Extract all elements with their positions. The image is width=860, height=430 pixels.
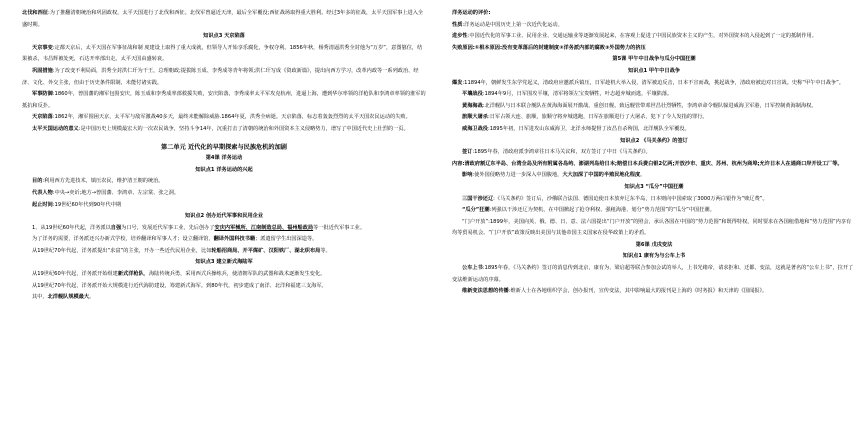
term-label: 黄海海战 [462, 102, 483, 109]
term-label: 公车上书 [462, 265, 483, 272]
term-label: 签订 [462, 149, 473, 156]
pyongyang-line [452, 89, 856, 101]
paragraph-text: :为了推翻清朝统治和巩固政权，太平天国进行了北伐和西征。北伐军曾逼近天津，最后全军覆没;西征战场取得重大胜利。经过3年多的征战，太平天国军事上进入全盛时期。 [22, 10, 424, 28]
knowledge-point-heading: 知识点2 创办近代军事和民用企业 [184, 213, 264, 220]
paragraph-text: :列强以干涉还辽为契机，在中国掀起了抢夺利权、强租海港、划分“势力范围”的“瓜分”中国狂潮。 [489, 207, 715, 214]
term-label: 代表人物 [32, 189, 53, 196]
tianjing-incident-paragraph [22, 43, 426, 66]
emphasis-text: :①根本原因:没有变革落后的封建制度②洋务派内部的腐败③外国势力的挤压 [472, 44, 646, 51]
paragraph-text: ，海陆传统兵勇，采用西式兵操练兵，使清朝军队的武器和战术逐渐发生变化。 [143, 271, 326, 278]
knowledge-point-heading: 知识点2 《马关条约》的签订 [620, 137, 688, 144]
term-label: 军事防御 [32, 91, 53, 98]
lesson-heading: 第4课 洋务运动 [205, 155, 243, 162]
term-label: 天京事变 [32, 44, 53, 51]
period-line [22, 200, 426, 212]
progressiveness-line [452, 31, 856, 43]
paragraph-text: 为口号，发展近代军事工业，先后创办了 [121, 224, 215, 231]
knowledge-point-heading: 知识点3 天京陷落 [203, 33, 245, 40]
emphasis-text: 新式洋枪队 [117, 271, 144, 278]
petition-line [452, 263, 856, 286]
weihaiwei-line [452, 124, 856, 136]
paragraph-text: :1895年春，清政府派李鸿章往日本马关议和，双方签订了中日《马关条约》。 [472, 149, 651, 156]
paragraph-text: :1894年9月，日军围攻平壤，清军将领左宝贵牺牲，叶志超弃城而逃，平壤陷落。 [482, 91, 673, 98]
knowledge-point-heading: 知识点1 洋务运动的兴起 [195, 166, 253, 173]
term-label: 目的 [32, 178, 43, 185]
paragraph-text: 等。 [320, 247, 331, 254]
triple-intervention-line [452, 194, 856, 206]
evaluation-title [452, 8, 856, 20]
partition-line [452, 205, 856, 217]
military-industry-paragraph [22, 223, 426, 235]
term-label: 失败原因 [452, 44, 473, 51]
emphasis-text: 翻译外国科技书籍 [213, 236, 256, 243]
paragraph-text: :1895年春，《马关条约》签订的消息传到北京，康有为、梁启超等联合参加会试的举人，上书光绪帝，请求拒和、迁都、变法，这就是著名的“公车上书”，拉开了变法维新运动的序幕。 [452, 265, 854, 283]
paragraph-text: :洋务运动是中国历史上第一次近代化运动。 [462, 21, 563, 28]
paragraph-text: 从19世纪70年代起，洋务派提出“求富”的主张，开办一些近代民用企业，比如 [32, 247, 212, 254]
paragraph-text: :《马关条约》签订后，沙俄联合法国、德国迫使日本放弃辽东半岛，日本则向中国索取了3000万两白银作为“赎辽费”。 [493, 195, 768, 202]
paragraph-text: ；派遣留学生出国深造等。 [255, 236, 318, 243]
paragraph-text: 从19世纪70年代起，洋务派开始大规模进行近代海防建设，筹建新式海军。到80年代，初步建成了南洋、北洋和福建三支海军。 [32, 282, 327, 289]
paragraph-text: 从19世纪60年代起，洋务派开始组建 [32, 271, 118, 278]
paragraph-text: :11894年，朝鲜发生东学党起义，清政府应邀派兵镇压，日军趁机大举入侵，清军被迫反击，日本不宣而战，挑起战争，清政府被迫对日宣战。史称“甲午中日战争”。 [462, 79, 844, 86]
knowledge-point-heading: 知识点1 康有为与公车上书 [622, 253, 686, 260]
nature-line [452, 20, 856, 32]
purpose-line [22, 176, 426, 188]
tianjing-fall-paragraph [22, 112, 426, 124]
term-label: 旅顺大屠杀 [462, 114, 488, 121]
paragraph-text: :北洋舰队与日本联合舰队在黄海海面展开激战，重创日舰。致远舰管带邓世昌壮烈牺牲，李鸿章命令舰队躲进威海卫军港，日军控制黄海制海权。 [482, 102, 817, 109]
right-column [452, 8, 856, 428]
signing-line [452, 147, 856, 159]
knowledge-point-heading: 知识点1 甲午中日战争 [627, 67, 681, 74]
term-label: 太平天国运动的意义 [32, 125, 79, 132]
paragraph-text: “门户开放”:1899年，美国向英、俄、德、日、意、法六国提出“门户开放”的照会，承认各国在中国的“势力范围”和既得特权，同时要求在各国租借地和“势力范围”内享有均等贸易机会。“门户开放”政策反映出美国与其他帝国主义国家在侵华政策上的矛盾。 [452, 218, 852, 237]
paragraph-text: 其中， [32, 294, 48, 301]
paragraph-text: :1860年，曾国藩的湘军包围安庆，陈玉成和李秀成率部救援失败，安庆陷落，李秀成率太平军攻克杭州，进逼上海，遭到华尔率领的洋枪队和李鸿章率领的淮军的抵抗和反扑。 [22, 91, 426, 109]
influence-line [452, 170, 856, 182]
knowledge-point-heading: 知识点3 建立新式海陆军 [195, 259, 253, 266]
significance-paragraph [22, 124, 426, 136]
paragraph-text: :维新人士在各地组织学会，创办报刊，宣传变法，其中影响最大的报刊是上海的《时务报》和天津的《国闻报》。 [508, 288, 768, 295]
paragraph-text: :是中国历史上规模最宏大的一次农民战争，坚持斗争14年，沉重打击了清朝的统治和外国资本主义侵略势力，谱写了中国近代史上壮烈的一页。 [78, 125, 409, 132]
term-label: 进步性 [452, 33, 468, 40]
paragraph-text: 。 [640, 172, 646, 179]
term-label: 天京陷落 [32, 114, 53, 121]
term-label: 巩固措施 [32, 67, 53, 74]
term-label: 三国干涉还辽 [462, 195, 494, 202]
northern-western-expedition-paragraph [22, 8, 426, 31]
paragraph-text: 1、从19世纪60年代起，洋务派以 [32, 224, 111, 231]
paragraph-text: 等一批近代军事工业。 [313, 224, 366, 231]
lesson-heading: 第5课 甲午中日战争与瓜分中国狂潮 [612, 56, 696, 63]
term-label: 北伐和西征 [22, 10, 48, 16]
paragraph-text: :19世纪60年代到90年代中期 [52, 201, 122, 208]
lushun-line [452, 112, 856, 124]
lesson-heading: 第6课 戊戌变法 [635, 241, 673, 248]
representatives-line [22, 188, 426, 200]
term-label: 爆发 [452, 79, 463, 86]
term-label: 影响 [462, 172, 473, 179]
emphasis-text: 北洋舰队规模最大 [47, 294, 90, 301]
term-label: 起止时间 [32, 201, 53, 208]
army-paragraph [22, 269, 426, 281]
underlined-emphasis-text: 安庆内军械所、江南制造总局、福州船政局 [214, 224, 314, 231]
military-defense-paragraph [22, 89, 426, 112]
paragraph-text: :中央→奕䜣;地方→曾国藩、李鸿章、左宗棠、张之洞。 [52, 189, 180, 196]
term-label: 威海卫战役 [462, 125, 488, 132]
paragraph-text: :为了改变不利局面，洪秀全封洪仁玕为干王，总理朝政;提拔陈玉成、李秀成等青年将领;洪仁玕写成《资政新篇》，提出向西方学习，改革内政等一系列政治、经济、文化、外交主张，但由于历史条件限制，未能付诸实践。 [22, 67, 419, 86]
emphasis-text: 轮船招商局、开平煤矿、汉阳铁厂、湖北织布局 [211, 247, 321, 254]
paragraph-text: :使外国侵略势力进一步深入中国腹地， [472, 172, 563, 179]
emphasis-text: 内容:清政府割辽东半岛、台湾全岛及所有附属各岛屿、澎湖列岛给日本;赔偿日本兵费白银2亿两;开放沙市、重庆、苏州、杭州为商埠;允许日本人在通商口岸开设工厂等。 [452, 160, 843, 167]
yellow-sea-line [452, 101, 856, 113]
left-column [22, 8, 426, 428]
paragraph-text: :中国近代化的军事工业、民用企业、交通运输业等逐渐发展起来，在客观上促进了中国民族资本主义的产生，对外国资本的入侵起到了一定的抵制作用。 [467, 33, 817, 40]
schools-paragraph [22, 234, 426, 246]
term-label: 维新变法思想的传播 [462, 288, 509, 295]
paragraph-text: :1862年，湘军围困天京，太平军与敌军激战40多天，最终未能解除威胁.1864年夏，洪秀全病逝。天京陷落，标志着轰轰烈烈的太平天国农民运动的失败。 [52, 114, 411, 121]
treaty-content-line [452, 159, 856, 171]
term-label: 性质 [452, 21, 463, 28]
open-door-line [452, 217, 856, 240]
paragraph-text: :1895年初，日军进攻山东威海卫，北洋水师提督丁汝昌自杀殉国，北洋舰队全军覆没。 [487, 125, 690, 132]
consolidation-measures-paragraph [22, 66, 426, 89]
outbreak-line [452, 78, 856, 90]
paragraph-text: :定都天京后，太平天国在军事征战和制 度建设上取得了重大成就，但领导人开始享乐腐化，争权夺利。1856年秋，杨秀清逼洪秀全封他为“万岁”，意图篡位，结果被杀，韦昌辉被处死，石达开率部出走。太平天国由盛转衰。 [22, 44, 423, 63]
section-title: 洋务运动的评价: [452, 10, 491, 16]
paragraph-text: :日军占领大连、旅顺，旅顺守将弃城逃跑，日军在旅顺进行了大屠杀，犯下了令人发指的罪行。 [487, 114, 708, 121]
unit-heading: 第二单元 近代化的早期探索与民族危机的加剧 [161, 143, 287, 151]
term-label: “瓜分”狂潮 [462, 207, 490, 214]
paragraph-text: :利用西方先进技术，镇压农民，维护清王朝的统治。 [42, 178, 164, 185]
navy-paragraph [22, 281, 426, 293]
term-label: 平壤战役 [462, 91, 483, 98]
emphasis-text: 大大加深了中国的半殖民地化程度 [562, 172, 641, 179]
civil-enterprise-paragraph [22, 246, 426, 258]
failure-reasons-line [452, 43, 856, 55]
emphasis-text: 自强 [110, 224, 122, 231]
knowledge-point-heading: 知识点3 “瓜分”中国狂潮 [624, 183, 684, 190]
paragraph-text: 为了洋务的需要，洋务派还兴办新式学校，培养翻译和军事人才；设立翻译馆， [32, 236, 214, 243]
reform-thought-line [452, 286, 856, 298]
paragraph-text: 。 [89, 294, 95, 301]
beiyang-fleet-paragraph [22, 292, 426, 304]
